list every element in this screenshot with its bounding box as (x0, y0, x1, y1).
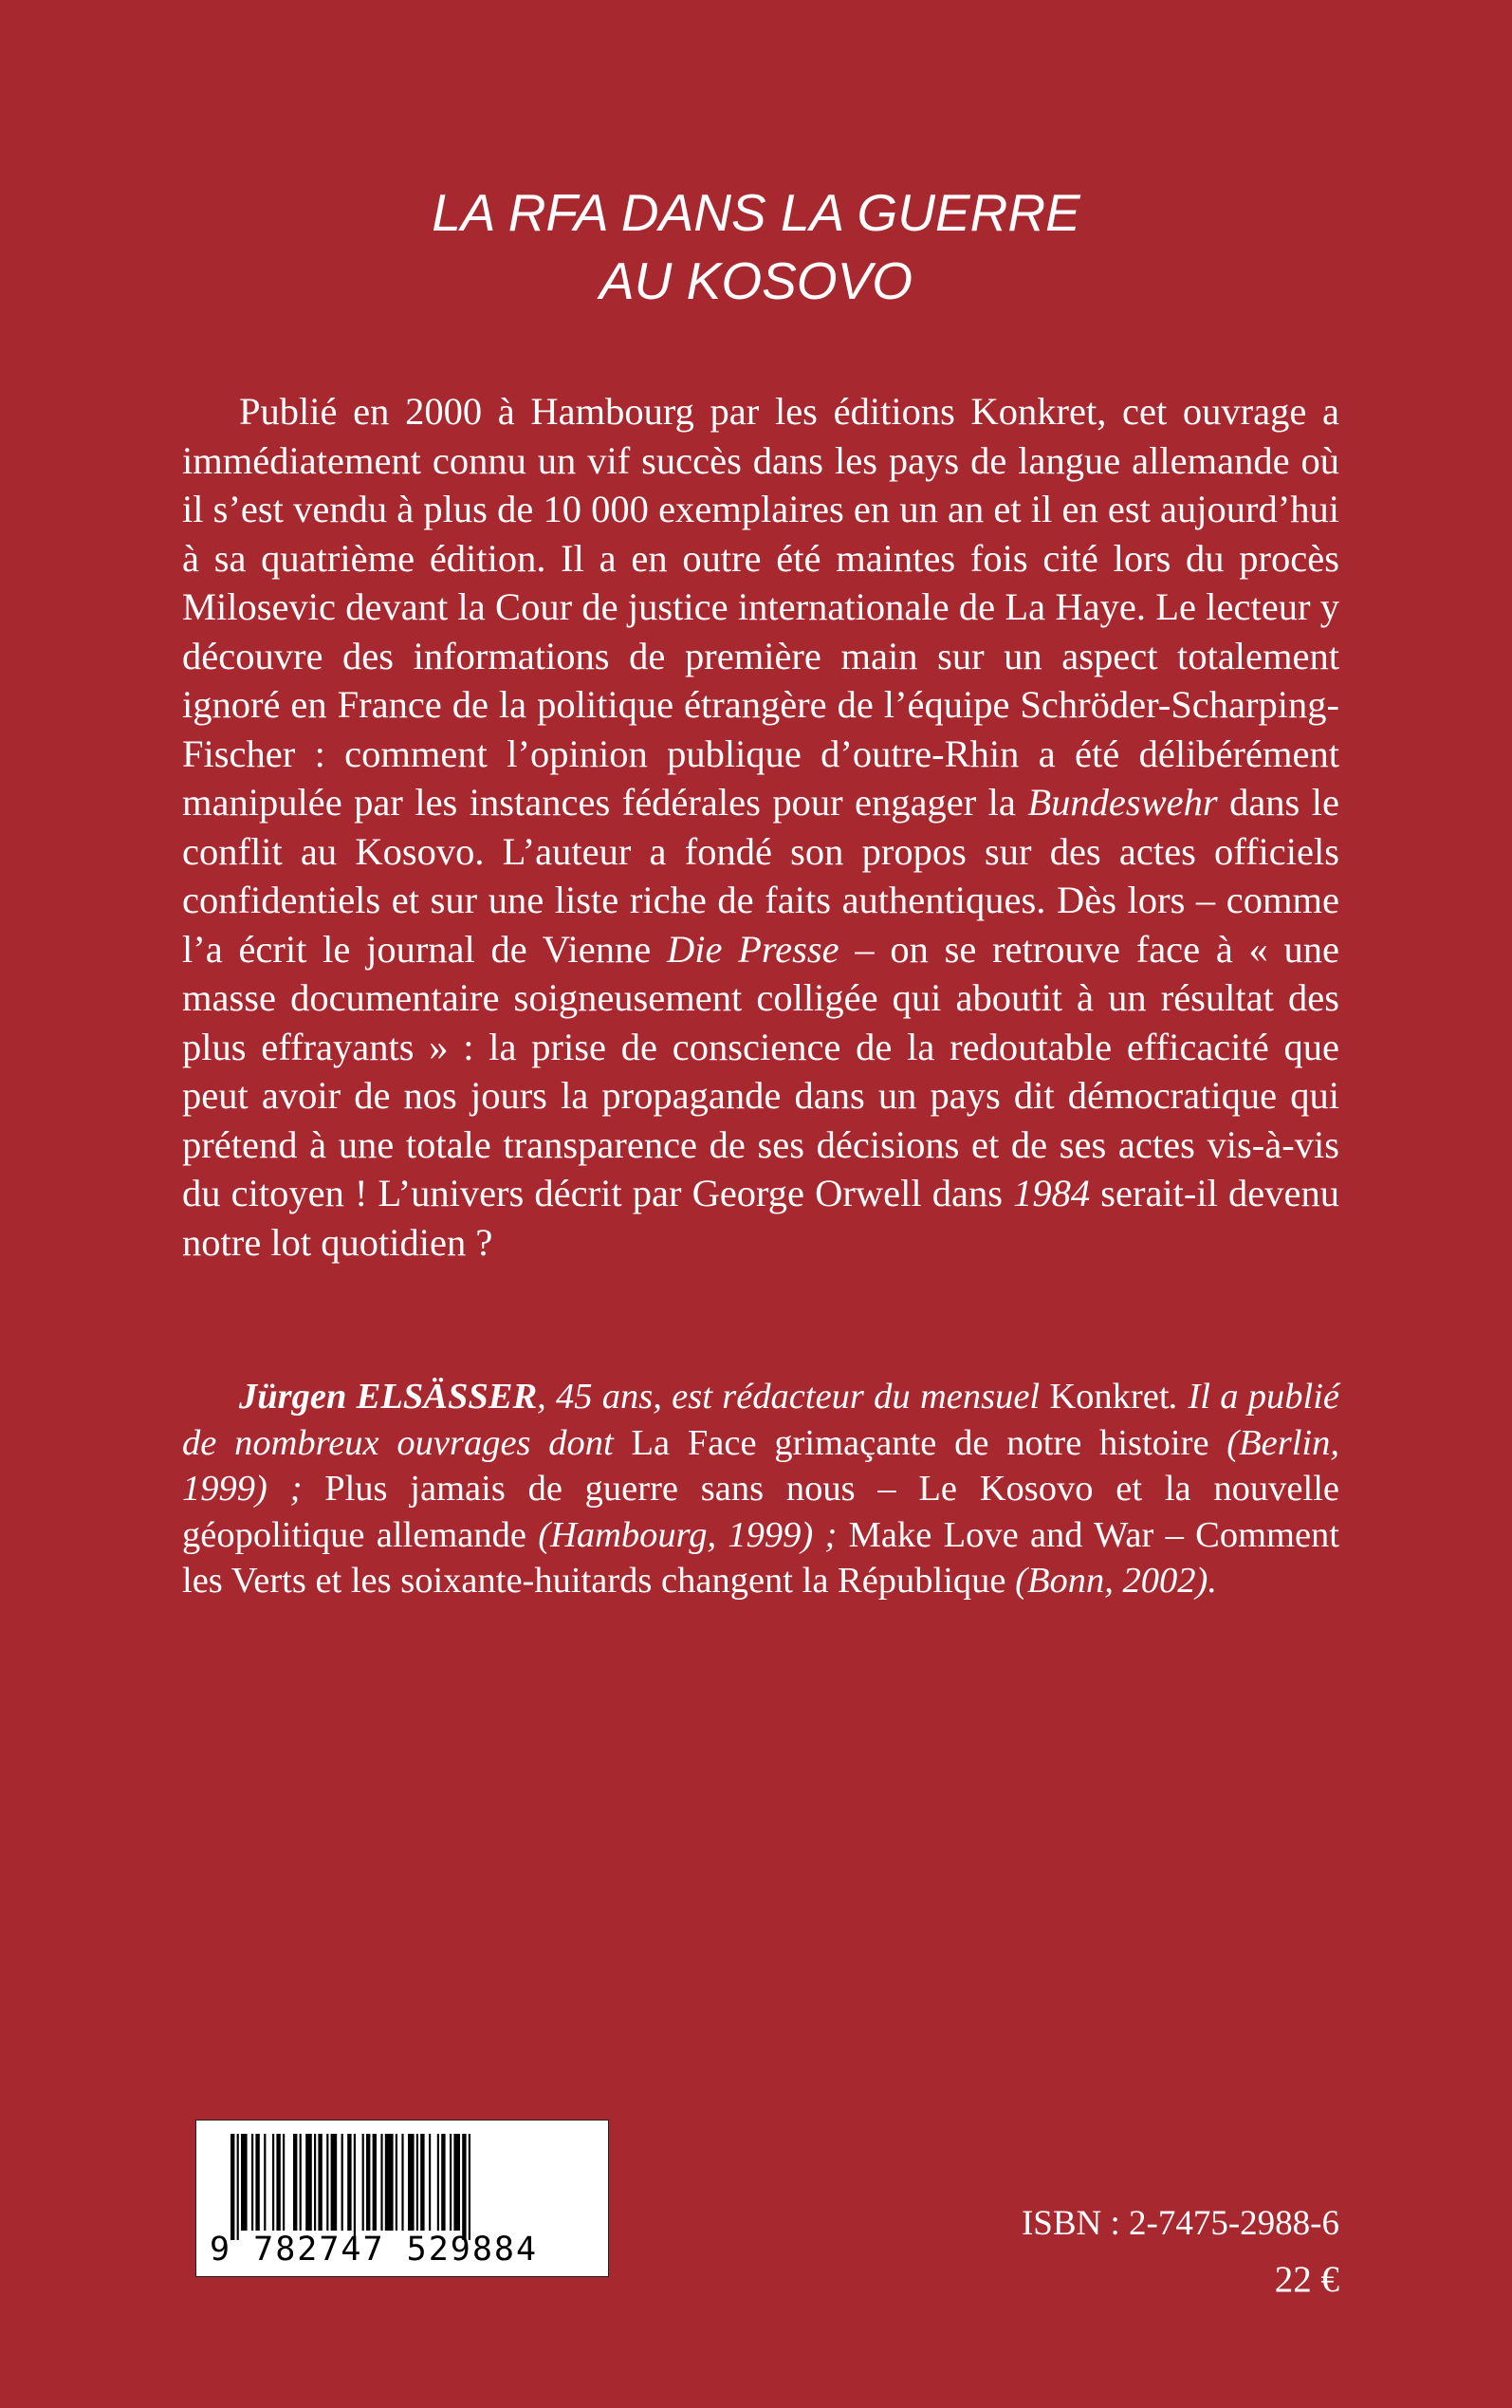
barcode-bar (331, 2134, 338, 2231)
author-name: Jürgen ELSÄSSER (239, 1377, 538, 1417)
barcode-bar (420, 2134, 424, 2231)
barcode-bar (264, 2134, 266, 2231)
barcode-bar (230, 2134, 234, 2240)
barcode-digits: 9 782747 529884 (210, 2231, 539, 2269)
barcode-bar (347, 2134, 351, 2231)
isbn: ISBN : 2-7475-2988-6 (1021, 2204, 1339, 2243)
barcode-bar (385, 2134, 394, 2231)
barcode-bar (441, 2134, 445, 2231)
book-title (0, 178, 1512, 315)
barcode-bar (373, 2134, 377, 2231)
barcode-bar (450, 2134, 452, 2231)
summary-emphasis-1984: 1984 (1013, 1172, 1091, 1214)
bio-book-2: Plus jamais de guerre sans nous – Le Kosovo et la nouvelle géopolitique allemande (182, 1469, 1339, 1555)
summary-text-4: serait-il devenu notre lot quotidien ? (182, 1172, 1339, 1264)
summary-emphasis-die-presse: Die Presse (666, 927, 839, 971)
barcode (195, 2120, 609, 2277)
barcode-bar (305, 2134, 312, 2231)
barcode-bar (300, 2134, 302, 2231)
bio-text-1: , 45 ans, est rédacteur du mensuel (537, 1377, 1050, 1417)
bio-text-3: (Berlin, 1999) ; (182, 1422, 1339, 1509)
summary-text-2: dans le conflit au Kosovo. L’auteur a fondé son propos sur des actes officiels confidentiels et sur une liste riche de faits authentiques. Dès lors – comme l’a écrit le journal de Vienne (182, 781, 1339, 971)
bio-magazine: Konkret (1049, 1377, 1170, 1417)
barcode-bar (354, 2134, 356, 2240)
bio-book-3: Make Love and War – Comment les Verts et les soixante-huitards changent la République (182, 1514, 1340, 1601)
bio-text-5: (Bonn, 2002). (1005, 1561, 1217, 1601)
barcode-bar (293, 2134, 297, 2231)
price: 22 € (1274, 2259, 1339, 2300)
summary-paragraph (182, 387, 1339, 1267)
summary-text-1: Publié en 2000 à Hambourg par les éditions Konkret, cet ouvrage a immédiatement connu un vif succès dans les pays de langue allemande où il s’est vendu à plus de 10 000 exemplaires en un an et il en est aujourd’hui à sa quatrième édition. Il a en outre été maintes fois cité lors du procès Milosevic devant la Cour de justice internationale de La Haye. Le lecteur y découvre des informations de première main sur un aspect totalement ignoré en France de la politique étrangère de l’équipe Schröder-Scharping-Fischer : comment l’opinion publique d’outre-Rhin a été délibérément manipulée par les instances fédérales pour engager la (182, 390, 1339, 824)
bio-book-1: La Face grimaçante de notre histoire (631, 1422, 1209, 1463)
barcode-bar (429, 2134, 431, 2231)
barcode-bar (276, 2134, 280, 2231)
barcode-bar (416, 2134, 418, 2231)
barcode-bar (341, 2134, 343, 2231)
barcode-bar (318, 2134, 322, 2231)
bio-text-2: . Il a publié de nombreux ouvrages dont (182, 1377, 1339, 1463)
title-line-2: AU KOSOVO (599, 251, 913, 310)
barcode-bar (272, 2134, 274, 2231)
barcode-bar (469, 2134, 470, 2240)
barcode-bar (366, 2134, 370, 2231)
barcode-bar (314, 2134, 316, 2231)
author-bio (182, 1374, 1339, 1604)
bio-text-4: (Hambourg, 1999) ; (526, 1514, 849, 1555)
title-line-1: LA RFA DANS LA GUERRE (432, 183, 1080, 242)
barcode-bar (453, 2134, 460, 2231)
barcode-bar (396, 2134, 397, 2231)
barcode-bar (437, 2134, 439, 2231)
summary-text-3: – on se retrouve face à « une masse documentaire soigneusement colligée qui aboutit à un résultat des plus effrayants » : la prise de conscience de la redoutable efficacité que peut avoir de nos jours la propagande dans un pays dit démocratique qui prétend à une totale transparence de ses décisions et de ses actes vis-à-vis du citoyen ! L’univers décrit par George Orwell dans (182, 927, 1340, 1214)
barcode-bar (401, 2134, 403, 2231)
barcode-bar (283, 2134, 285, 2231)
summary-emphasis-bundeswehr: Bundeswehr (1027, 781, 1218, 824)
barcode-bar (255, 2134, 259, 2231)
barcode-bar (241, 2134, 248, 2231)
barcode-bar (408, 2134, 415, 2231)
barcode-bar (326, 2134, 328, 2231)
barcode-bar (237, 2134, 239, 2240)
barcode-bar (462, 2134, 466, 2240)
barcode-bar (251, 2134, 253, 2231)
barcode-bar (362, 2134, 364, 2231)
barcode-bar (380, 2134, 382, 2231)
